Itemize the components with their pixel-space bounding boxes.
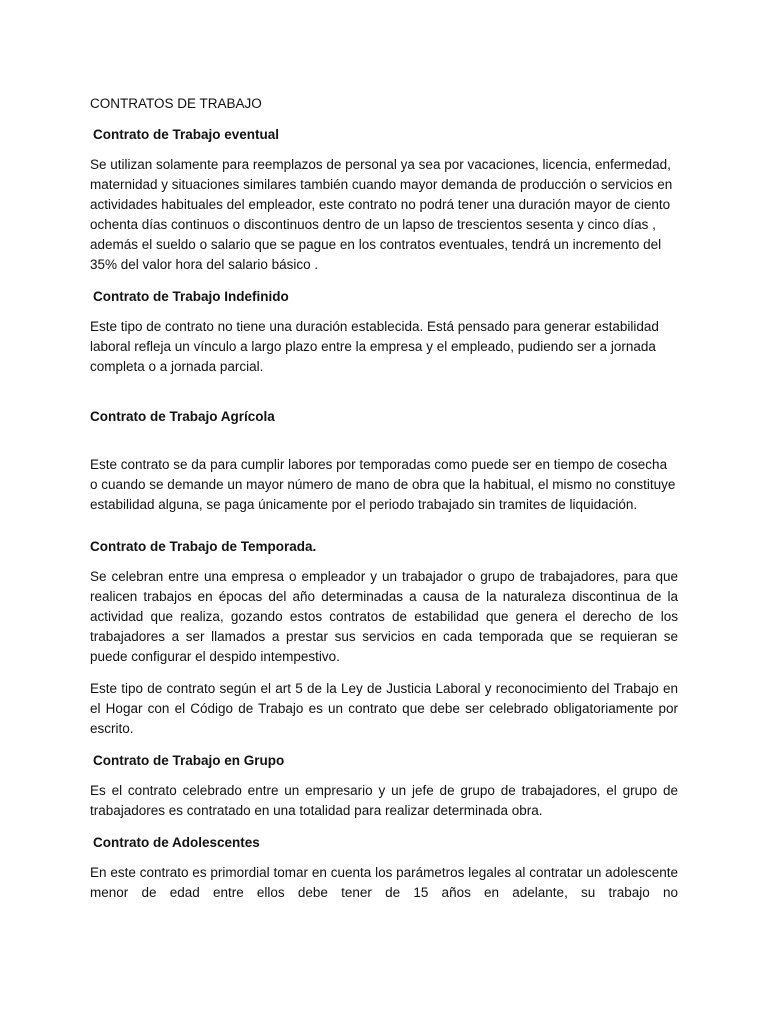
section-paragraph-temporada-2: Este tipo de contrato según el art 5 de la Ley de Justicia Laboral y reconocimiento del Trabajo en el Hogar con el Código de Trabajo es un contrato que debe ser celebrado obligatoriamente por escrito. xyxy=(90,681,678,736)
section-paragraph-agricola: Este contrato se da para cumplir labores por temporadas como puede ser en tiempo de cosecha o cuando se demande un mayor número de mano de obra que la habitual, el mismo no constituye estabilidad alguna, se paga únicamente por el periodo trabajado sin tramites de liquidación. xyxy=(90,457,676,512)
section-paragraph-grupo: Es el contrato celebrado entre un empresario y un jefe de grupo de trabajadores, el grupo de trabajadores es contratado en una totalidad para realizar determinada obra. xyxy=(90,783,678,818)
section-heading-grupo: Contrato de Trabajo en Grupo xyxy=(93,753,285,768)
section-heading-eventual: Contrato de Trabajo eventual xyxy=(93,127,280,142)
section-heading-agricola: Contrato de Trabajo Agrícola xyxy=(90,409,275,424)
section-paragraph-temporada-1: Se celebran entre una empresa o empleador y un trabajador o grupo de trabajadores, para que realicen trabajos en épocas del año determinadas a causa de la naturaleza discontinua de la actividad que realiza, gozando estos contratos de estabilidad que genera el derecho de los trabajadores a ser llamados a prestar sus servicios en cada temporada que se requieran se puede configurar el despido intempestivo. xyxy=(90,569,678,664)
section-heading-indefinido: Contrato de Trabajo Indefinido xyxy=(93,289,289,304)
section-paragraph-adolescentes: En este contrato es primordial tomar en cuenta los parámetros legales al contratar un adolescente menor de edad entre ellos debe tener de 15 años en adelante, su trabajo no xyxy=(90,865,678,900)
document-title: CONTRATOS DE TRABAJO xyxy=(90,96,262,111)
section-paragraph-eventual: Se utilizan solamente para reemplazos de personal ya sea por vacaciones, licencia, enfermedad, maternidad y situaciones similares también cuando mayor demanda de producción o servicios en actividades habituales del empleador, este contrato no podrá tener una duración mayor de ciento ochenta días continuos o discontinuos dentro de un lapso de trescientos sesenta y cinco días , además el sueldo o salario que se pague en los contratos eventuales, tendrá un incremento del 35% del valor hora del salario básico . xyxy=(90,157,673,272)
section-paragraph-indefinido: Este tipo de contrato no tiene una duración establecida. Está pensado para generar estabilidad laboral refleja un vínculo a largo plazo entre la empresa y el empleado, pudiendo ser a jornada completa o a jornada parcial. xyxy=(90,319,659,374)
section-heading-temporada: Contrato de Trabajo de Temporada. xyxy=(90,539,317,554)
section-heading-adolescentes: Contrato de Adolescentes xyxy=(93,835,260,850)
